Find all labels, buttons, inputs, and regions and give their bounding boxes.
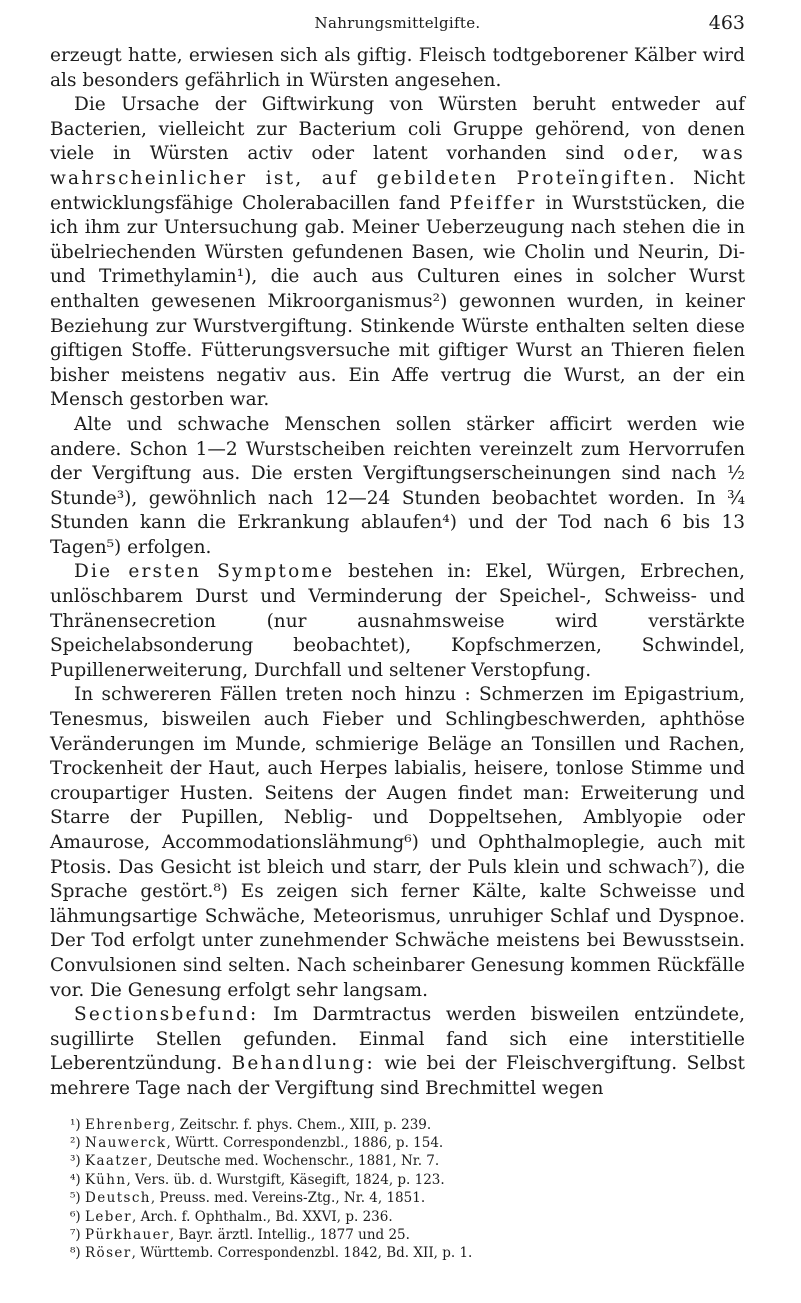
footnote-citation: , Deutsche med. Wochenschr., 1881, Nr. 7. <box>147 1153 440 1170</box>
footnote-mark: ¹) <box>70 1116 85 1133</box>
paragraph <box>50 1003 745 1101</box>
footnote <box>50 1116 745 1134</box>
footnote-mark: ⁷) <box>70 1226 85 1243</box>
paragraph <box>50 44 745 93</box>
paragraph <box>50 683 745 1003</box>
emphasized-text: Sectionsbefund: <box>74 1004 259 1026</box>
footnote <box>50 1189 745 1207</box>
footnote <box>50 1208 745 1226</box>
footnotes <box>50 1116 745 1263</box>
emphasized-text: oder, was wahrscheinlicher ist, auf gebildeten Proteïngiften. <box>50 143 745 189</box>
footnote-mark: ⁵) <box>70 1190 85 1207</box>
main-text <box>50 44 745 1102</box>
paragraph <box>50 413 745 561</box>
footnote-citation: , Württ. Correspondenzbl., 1886, p. 154. <box>166 1134 444 1151</box>
running-title: Nahrungsmittelgifte. <box>314 14 481 32</box>
page-number: 463 <box>708 12 745 34</box>
footnote-author: Deutsch <box>84 1190 151 1207</box>
footnote-mark: ⁶) <box>70 1208 85 1225</box>
footnote-citation: , Vers. üb. d. Wurstgift, Käsegift, 1824, p. 123. <box>126 1171 445 1188</box>
footnote-mark: ³) <box>70 1153 85 1170</box>
footnote <box>50 1244 745 1262</box>
footnote-citation: , Preuss. med. Vereins-Ztg., Nr. 4, 1851. <box>150 1190 426 1207</box>
paragraph <box>50 560 745 683</box>
footnote <box>50 1171 745 1189</box>
footnote-author: Pürkhauer <box>84 1226 170 1243</box>
footnote <box>50 1226 745 1244</box>
footnote-author: Kühn <box>84 1171 127 1188</box>
footnote-citation: , Zeitschr. f. phys. Chem., XIII, p. 239. <box>171 1116 432 1133</box>
footnote-author: Ehrenberg <box>84 1116 171 1133</box>
emphasized-text: Die ersten Symptome <box>74 561 335 583</box>
footnote <box>50 1152 745 1170</box>
text-run: Im Darmtractus werden bisweilen entzündete, sugillirte Stellen gefunden. Einmal fand sich eine interstitielle Leberentzündung. <box>50 1004 745 1075</box>
text-run: In schwereren Fällen treten noch hinzu : Schmerzen im Epigastrium, Tenesmus, bisweilen auch Fieber und Schlingbeschwerden, aphthöse Veränderungen im Munde, schmierige Beläge an Tonsillen und Rachen, Trockenheit der Haut, auch Herpes labialis, heisere, tonlose Stimme und croupartiger Husten. Seitens der Augen findet man: Erweiterung und Starre der Pupillen, Neblig- und Doppeltsehen, Amblyopie oder Amaurose, Accommodationslähmung⁶) und Ophthalmoplegie, auch mit Ptosis. Das Gesicht ist bleich und starr, der Puls klein und schwach⁷), die Sprache gestört.⁸) Es zeigen sich ferner Kälte, kalte Schweisse und lähmungsartige Schwäche, Meteorismus, unruhiger Schlaf und Dyspnoe. Der Tod erfolgt unter zunehmender Schwäche meistens bei Bewusstsein. Convulsionen sind selten. Nach scheinbarer Genesung kommen Rückfälle vor. Die Genesung erfolgt sehr langsam. <box>50 684 745 1001</box>
emphasized-text: Behandlung: <box>231 1053 375 1075</box>
text-run: erzeugt hatte, erwiesen sich als giftig. Fleisch todtgeborener Kälber wird als besonders gefährlich in Würsten angesehen. <box>50 45 745 91</box>
text-run: bestehen in: Ekel, Würgen, Erbrechen, unlöschbarem Durst und Verminderung der Speichel-, Schweiss- und Thränensecretion (nur ausnahmsweise wird verstärkte Speichelabsonderung beobachtet), Kopfschmerzen, Schwindel, Pupillenerweiterung, Durchfall und seltener Verstopfung. <box>50 561 745 681</box>
footnote-author: Leber <box>84 1208 133 1225</box>
footnote-citation: , Bayr. ärztl. Intellig., 1877 und 25. <box>169 1226 410 1243</box>
footnote <box>50 1134 745 1152</box>
footnote-author: Röser <box>84 1245 132 1262</box>
footnote-mark: ²) <box>70 1134 85 1151</box>
text-run: Die Ursache der Giftwirkung von Würsten beruht entweder auf Bacterien, vielleicht zur Bacterium coli Gruppe gehörend, von denen viele in Würsten activ oder latent vorhanden sind <box>50 94 745 165</box>
text-run: in Wurststücken, die ich ihm zur Untersuchung gab. Meiner Ueberzeugung nach stehen die in übelriechenden Würsten gefundenen Basen, wie Cholin und Neurin, Di- und Trimethylamin¹), die auch aus Culturen eines in solcher Wurst enthalten gewesenen Mikroorganismus²) gewonnen wurden, in keiner Beziehung zur Wurstvergiftung. Stinkende Würste enthalten selten diese giftigen Stoffe. Fütterungsversuche mit giftiger Wurst an Thieren fielen bisher meistens negativ aus. Ein Affe vertrug die Wurst, an der ein Mensch gestorben war. <box>50 192 745 411</box>
footnote-author: Kaatzer <box>84 1153 148 1170</box>
footnote-author: Nauwerck <box>84 1134 167 1151</box>
paragraph <box>50 93 745 413</box>
text-run: wie bei der Fleischvergiftung. Selbst mehrere Tage nach der Vergiftung sind Brechmittel wegen <box>50 1053 745 1099</box>
footnote-citation: , Württemb. Correspondenzbl. 1842, Bd. XII, p. 1. <box>131 1245 473 1262</box>
page-header <box>50 14 745 44</box>
text-run: Nicht entwicklungsfähige Cholerabacillen fand <box>50 167 746 214</box>
footnote-mark: ⁴) <box>70 1171 85 1188</box>
text-run: Alte und schwache Menschen sollen stärker afficirt werden wie andere. Schon 1—2 Wurstscheiben reichten vereinzelt zum Hervorrufen der Vergiftung aus. Die ersten Vergiftungserscheinungen sind nach ½ Stunde³), gewöhnlich nach 12—24 Stunden beobachtet worden. In ¾ Stunden kann die Erkrankung ablaufen⁴) und der Tod nach 6 bis 13 Tagen⁵) erfolgen. <box>50 413 745 558</box>
footnote-citation: , Arch. f. Ophthalm., Bd. XXVI, p. 236. <box>132 1208 393 1225</box>
emphasized-text: Pfeiffer <box>449 192 537 214</box>
footnote-mark: ⁸) <box>70 1245 85 1262</box>
